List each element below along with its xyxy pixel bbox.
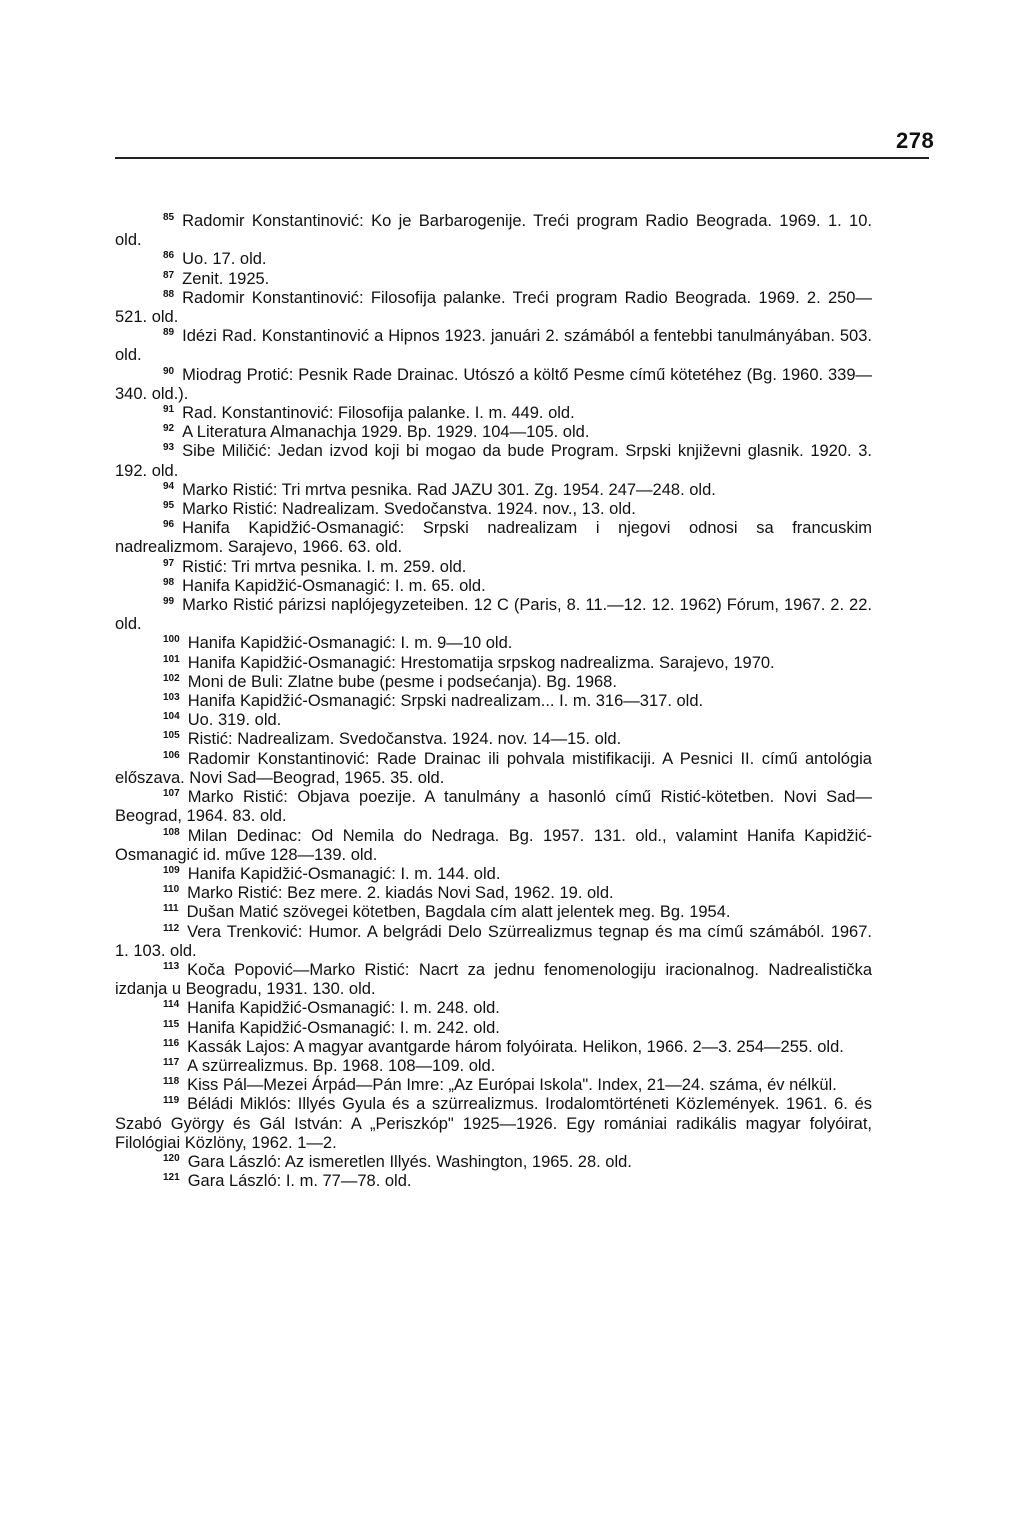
footnote-number: 120 [163,1152,180,1164]
footnote [115,1095,872,1153]
footnote-text: A Literatura Almanachja 1929. Bp. 1929. 104—105. old. [182,423,590,442]
footnote-number: 90 [163,365,175,377]
footnote-number: 99 [163,596,175,608]
footnote [115,711,872,730]
footnote [115,1172,872,1191]
footnote-text: Miodrag Protić: Pesnik Rade Drainac. Utószó a költő Pesme című kötetéhez (Bg. 1960. 339—340. old.). [115,365,872,403]
footnote-number: 112 [163,922,180,934]
footnote-number: 102 [163,672,180,684]
footnote-text: Uo. 319. old. [187,711,282,730]
footnote-number: 91 [163,404,175,416]
page-number: 278 [896,128,935,153]
footnote [115,1076,872,1095]
footnote-text: Rad. Konstantinović: Filosofija palanke. I. m. 449. old. [182,404,575,423]
footnote [115,750,872,788]
footnote [115,500,872,519]
footnote-text: Radomir Konstantinović: Filosofija palanke. Treći program Radio Beograda. 1969. 2. 250—521. old. [115,288,872,327]
footnote-text: Radomir Konstantinović: Rade Drainac ili pohvala mistifikaciji. A Pesnici II. című antológia előszava. Novi Sad—Beograd, 1965. 35. old. [115,749,872,787]
footnote-number: 119 [163,1095,180,1107]
footnote [115,634,872,653]
footnote-text: Vera Trenković: Humor. A belgrádi Delo Szürrealizmus tegnap és ma című számából. 1967. 1. 103. old. [115,922,872,960]
footnote-number: 89 [163,327,175,339]
footnote-number: 111 [163,903,179,915]
footnote-number: 103 [163,692,180,704]
footnote-number: 87 [163,269,175,281]
footnote-text: A szürrealizmus. Bp. 1968. 108—109. old. [187,1056,496,1075]
footnote-text: Marko Ristić: Nadrealizam. Svedočanstva. 1924. nov., 13. old. [182,500,636,519]
footnote-text: Hanifa Kapidžić-Osmanagić: Srpski nadrealizam... I. m. 316—317. old. [187,692,704,711]
footnote-text: Ristić: Nadrealizam. Svedočanstva. 1924. nov. 14—15. old. [187,730,622,749]
footnote-number: 110 [163,884,180,896]
footnote [115,865,872,884]
footnote-text: Hanifa Kapidžić-Osmanagić: Hrestomatija srpskog nadrealizma. Sarajevo, 1970. [187,653,775,672]
footnote-number: 93 [163,442,175,454]
footnote-text: Milan Dedinac: Od Nemila do Nedraga. Bg. 1957. 131. old., valamint Hanifa Kapidžić-Osmanagić id. műve 128—139. old. [115,826,872,864]
footnote [115,519,872,557]
footnote-text: Béládi Miklós: Illyés Gyula és a szürrealizmus. Irodalomtörténeti Közlemények. 1961. 6. és Szabó György és Gál István: A „Periszkóp" 1925—1926. Egy romániai radikális magyar folyóirat, Filológiai Közlöny, 1962. 1—2. [115,1095,872,1152]
footnote-number: 101 [163,653,180,665]
header-rule [115,157,929,159]
footnote-text: Gara László: I. m. 77—78. old. [187,1172,412,1191]
footnote [115,788,872,826]
footnote-text: Gara László: Az ismeretlen Illyés. Washington, 1965. 28. old. [187,1152,632,1171]
footnote-number: 114 [163,999,180,1011]
footnote-text: Hanifa Kapidžić-Osmanagić: I. m. 242. old. [187,1018,500,1037]
footnote [115,654,872,673]
footnote-text: Hanifa Kapidžić-Osmanagić: I. m. 65. old. [182,576,486,595]
footnote-number: 100 [163,634,180,646]
footnote [115,481,872,500]
footnote-text: Hanifa Kapidžić-Osmanagić: Srpski nadrealizam i njegovi odnosi sa francuskim nadrealizmom. Sarajevo, 1966. 63. old. [115,519,872,557]
footnote [115,212,872,250]
footnote [115,442,872,480]
footnote-text: Kiss Pál—Mezei Árpád—Pán Imre: „Az Európai Iskola". Index, 21—24. száma, év nélkül. [187,1076,837,1095]
footnote [115,366,872,404]
footnote-number: 113 [163,960,180,972]
footnote-number: 88 [163,288,175,300]
footnote-text: Idézi Rad. Konstantinović a Hipnos 1923. januári 2. számából a fentebbi tanulmányában. 503. old. [115,327,872,365]
footnote [115,692,872,711]
footnote-text: Uo. 17. old. [182,250,267,269]
footnote-number: 96 [163,519,175,531]
footnote-number: 121 [163,1172,180,1184]
footnote-number: 95 [163,500,175,512]
footnote-text: Hanifa Kapidžić-Osmanagić: I. m. 9—10 old. [187,634,513,653]
footnote-text: Dušan Matić szövegei kötetben, Bagdala cím alatt jelentek meg. Bg. 1954. [186,903,731,922]
footnote [115,923,872,961]
footnote-number: 108 [163,826,180,838]
footnote-text: Hanifa Kapidžić-Osmanagić: I. m. 248. old. [187,999,500,1018]
footnote [115,558,872,577]
footnote [115,903,872,922]
footnote [115,999,872,1018]
footnote [115,423,872,442]
footnote [115,404,872,423]
footnote [115,596,872,634]
footnote [115,1153,872,1172]
footnote [115,250,872,269]
footnote [115,961,872,999]
footnote [115,1019,872,1038]
footnote [115,673,872,692]
footnote-text: Zenit. 1925. [182,269,270,288]
footnote [115,289,872,327]
footnote [115,270,872,289]
footnote-number: 104 [163,711,180,723]
footnote [115,884,872,903]
footnote-text: Marko Ristić: Bez mere. 2. kiadás Novi Sad, 1962. 19. old. [187,884,614,903]
footnote-number: 107 [163,788,180,800]
footnote [115,827,872,865]
footnote [115,327,872,365]
footnote-text: Hanifa Kapidžić-Osmanagić: I. m. 144. old. [187,864,501,883]
footnote-text: Sibe Miličić: Jedan izvod koji bi mogao da bude Program. Srpski književni glasnik. 1920. 3. 192. old. [115,442,872,480]
footnote-number: 98 [163,576,175,588]
footnote-number: 86 [163,250,175,262]
footnote-text: Marko Ristić: Tri mrtva pesnika. Rad JAZU 301. Zg. 1954. 247—248. old. [182,480,716,499]
footnote-number: 97 [163,557,175,569]
footnote-number: 118 [163,1076,180,1088]
footnote-text: Ristić: Tri mrtva pesnika. I. m. 259. old. [182,557,467,576]
footnotes-list [115,212,872,1191]
footnote-number: 116 [163,1037,180,1049]
footnote-number: 105 [163,730,180,742]
footnote-number: 109 [163,864,180,876]
footnote-text: Kassák Lajos: A magyar avantgarde három folyóirata. Helikon, 1966. 2—3. 254—255. old. [187,1037,844,1056]
footnote-text: Koča Popović—Marko Ristić: Nacrt za jednu fenomenologiju iracionalnog. Nadrealistička izdanja u Beogradu, 1931. 130. old. [115,960,872,999]
footnote [115,1038,872,1057]
footnote-text: Moni de Buli: Zlatne bube (pesme i podsećanja). Bg. 1968. [187,672,617,691]
footnote-text: Marko Ristić: Objava poezije. A tanulmány a hasonló című Ristić-kötetben. Novi Sad—Beograd, 1964. 83. old. [115,788,872,826]
footnote-number: 92 [163,423,175,435]
footnote [115,1057,872,1076]
footnote-number: 106 [163,749,180,761]
footnote [115,730,872,749]
footnote [115,577,872,596]
footnote-number: 115 [163,1018,180,1030]
footnote-number: 85 [163,212,175,223]
footnote-text: Marko Ristić párizsi naplójegyzeteiben. 12 C (Paris, 8. 11.—12. 12. 1962) Fórum, 1967. 2. 22. old. [115,596,872,634]
footnote-number: 117 [163,1056,180,1068]
footnote-number: 94 [163,480,175,492]
footnote-text: Radomir Konstantinović: Ko je Barbarogenije. Treći program Radio Beograda. 1969. 1. 10. old. [115,212,872,250]
